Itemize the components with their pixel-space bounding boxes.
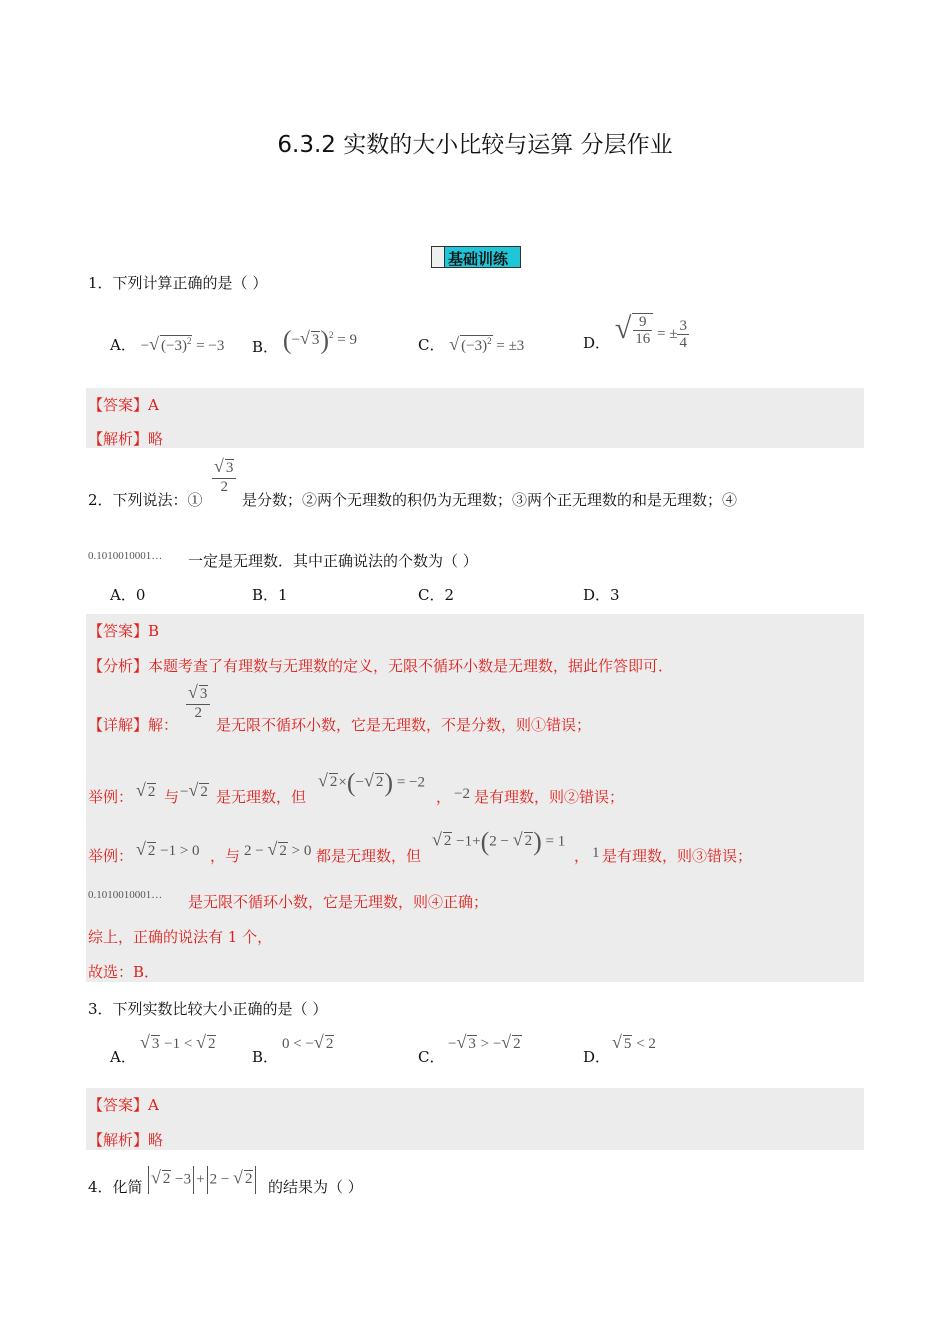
section-heading <box>431 246 521 268</box>
q2-ex1-neg-sqrt2: −√ 2 <box>180 780 208 800</box>
q2-ex1-f: 是有理数，则②错误； <box>474 788 625 806</box>
option-label: C． <box>418 1048 445 1066</box>
q1-a-expression: −√ $(-3)^2 = -3$ <box>140 334 225 354</box>
q2-ex2-ineq1: √ 2 −1 > 0 <box>136 839 200 859</box>
q2-ex1-product: √ 2×(−√ 2) = −2 <box>318 768 425 797</box>
q2-ex2-ineq2: 2 − √ 2 > 0 <box>244 839 312 859</box>
question-2-stem-b: 是分数；②两个无理数的积仍为无理数；③两个正无理数的和是无理数；④ <box>242 491 738 509</box>
q2-xiangjie-fraction: $\frac{√ 3}{2}$ <box>186 684 210 721</box>
q2-ex1-sqrt2: √ 2 <box>136 780 156 800</box>
option-label: B． <box>252 1048 279 1066</box>
q1-option-b[interactable] <box>252 326 357 356</box>
option-label: D． <box>583 334 611 352</box>
page-title: 6.3.2 实数的大小比较与运算 分层作业 <box>277 132 673 158</box>
q2-ex1-e: −2 <box>454 786 470 802</box>
q1-answer: 【答案】A <box>88 396 159 414</box>
q1-d-expression: √ $\frac{9}{16}$ = ± $\frac{3}{4}$ <box>614 312 687 352</box>
q3-answer-panel <box>86 1088 864 1150</box>
section-marker <box>432 247 445 267</box>
q2-option-d[interactable]: D．3 <box>583 586 620 604</box>
question-1-stem: 1．下列计算正确的是（ ） <box>88 274 268 292</box>
q2-fenxi: 【分析】本题考查了有理数与无理数的定义，无限不循环小数是无理数，据此作答即可． <box>88 657 674 675</box>
q2-ex2-f: 是有理数，则③错误； <box>602 847 753 865</box>
q3-analysis: 【解析】略 <box>88 1131 164 1149</box>
option-label: A． <box>110 1048 136 1066</box>
q1-analysis: 【解析】略 <box>88 430 164 448</box>
q2-ex2-c: 都是无理数，但 <box>316 847 422 865</box>
q2-summary: 综上，正确的说法有 1 个， <box>88 928 273 946</box>
q2-ex1-c: 是无理数，但 <box>216 788 307 806</box>
option-label: A． <box>110 336 136 354</box>
q3-option-d[interactable] <box>583 1046 610 1067</box>
q2-xiangjie-a: 【详解】解： <box>88 716 179 734</box>
option-label: D． <box>583 1048 611 1066</box>
q2-decimal: 0.1010010001… <box>88 550 163 562</box>
q3-b-expression: 0 < −√ 2 <box>282 1032 334 1052</box>
option-label: B． <box>252 338 279 357</box>
q2-option-a[interactable]: A．0 <box>110 586 146 604</box>
q1-option-a[interactable] <box>110 334 224 355</box>
q3-option-c[interactable] <box>418 1046 444 1067</box>
q2-ex2-a: 举例： <box>88 847 134 865</box>
q4-expression: √ 2 −3 + 2 − √ 2 <box>146 1166 258 1194</box>
q2-ex1-b: 与 <box>164 788 180 806</box>
question-4-stem-b: 的结果为（ ） <box>268 1178 363 1196</box>
q3-answer: 【答案】A <box>88 1096 159 1114</box>
q3-option-b[interactable] <box>252 1046 278 1067</box>
question-3-stem: 3．下列实数比较大小正确的是（ ） <box>88 1000 328 1018</box>
q2-sqrt3-over-2: $\frac{√ 3}{2}$ <box>212 458 236 495</box>
q2-decimal-repeat: 0.1010010001… <box>88 889 163 901</box>
q2-xiangjie-b: 是无限不循环小数，它是无理数，不是分数，则①错误； <box>216 716 592 734</box>
section-label: 基础训练 <box>448 250 509 268</box>
question-4-stem-a: 4．化简 <box>88 1178 143 1196</box>
q2-ex2-e: 1 <box>592 845 600 861</box>
q2-ex1-d: ， <box>436 788 452 806</box>
question-2-stem-a: 2．下列说法：① <box>88 491 203 509</box>
q1-option-c[interactable] <box>418 334 524 355</box>
question-2-stem-c: 一定是无理数．其中正确说法的个数为（ ） <box>188 552 478 570</box>
q2-answer: 【答案】B <box>88 622 160 640</box>
q2-ex1-a: 举例： <box>88 788 134 806</box>
q2-ex2-b: ，与 <box>210 847 241 865</box>
q1-answer-panel <box>86 388 864 448</box>
option-label: C． <box>418 336 445 354</box>
q3-d-expression: √ 5 < 2 <box>612 1032 656 1052</box>
q1-b-expression: (−√ 3)$^2$ = 9 <box>282 326 357 355</box>
q1-c-expression: √ $(-3)^2 = \pm 3$ <box>449 334 525 354</box>
q1-option-d[interactable] <box>583 312 689 351</box>
q2-option-b[interactable]: B．1 <box>252 586 288 604</box>
q2-ex2-d: ， <box>574 847 590 865</box>
q2-dec-line: 是无限不循环小数，它是无理数，则④正确； <box>188 893 489 911</box>
q3-c-expression: −√ 3 > −√ 2 <box>448 1032 521 1052</box>
q2-choose: 故选：B． <box>88 963 160 981</box>
q2-ex2-sum: √ 2 −1+(2 − √ 2) = 1 <box>432 827 566 856</box>
q3-option-a[interactable] <box>110 1046 136 1067</box>
q3-a-expression: √ 3 −1 < √ 2 <box>140 1032 216 1052</box>
q2-option-c[interactable]: C．2 <box>418 586 455 604</box>
